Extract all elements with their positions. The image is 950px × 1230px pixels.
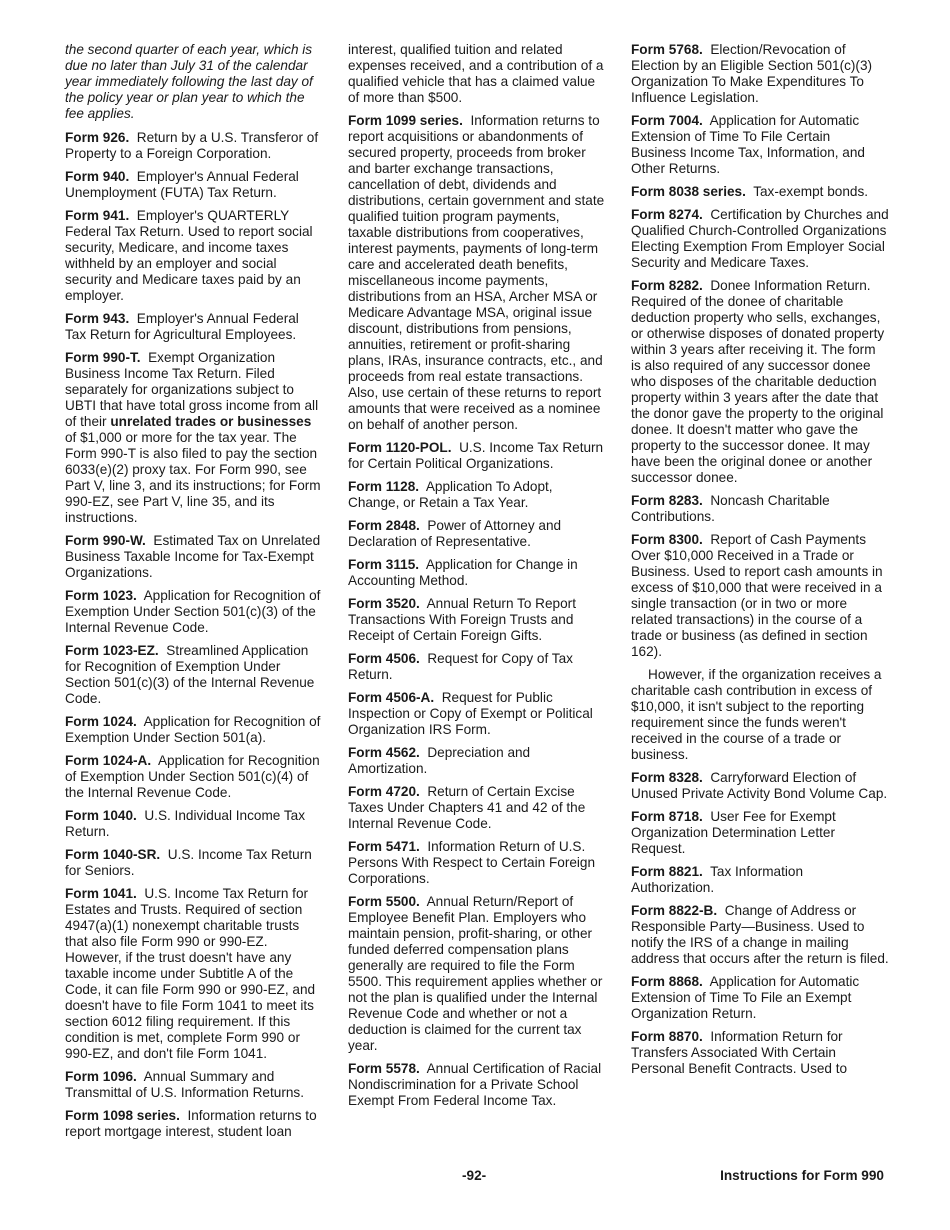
page-number: -92- — [462, 1168, 487, 1183]
form-entry-8870 — [631, 1029, 889, 1077]
form-name: Form 4720. — [348, 784, 420, 799]
form-name: Form 990-W. — [65, 533, 146, 548]
form-name: Form 1041. — [65, 886, 137, 901]
form-entry-943 — [65, 311, 323, 343]
form-entry-940 — [65, 169, 323, 201]
form-desc: U.S. Income Tax Return for Seniors. — [65, 847, 312, 878]
form-entry-990-t — [65, 350, 323, 526]
form-name: Form 943. — [65, 311, 130, 326]
form-desc: Application for Automatic Extension of Time To File an Exempt Organization Return. — [631, 974, 860, 1021]
form-name: Form 4506. — [348, 651, 420, 666]
form-desc: Application for Recognition of Exemption Under Section 501(a). — [65, 714, 321, 745]
form-entry-8282 — [631, 278, 889, 486]
form-name: Form 2848. — [348, 518, 420, 533]
form-entry-2848 — [348, 518, 606, 550]
form-name: Form 941. — [65, 208, 130, 223]
form-name: Form 990-T. — [65, 350, 141, 365]
form-desc: U.S. Income Tax Return for Certain Political Organizations. — [348, 440, 604, 471]
form-name: Form 1040. — [65, 808, 137, 823]
form-entry-1098 — [65, 1108, 323, 1140]
form-entry-5578 — [348, 1061, 606, 1109]
form-entry-1120-pol — [348, 440, 606, 472]
form-name: Form 5578. — [348, 1061, 420, 1076]
form-entry-8868 — [631, 974, 889, 1022]
column-left — [65, 42, 323, 1147]
form-name: Form 7004. — [631, 113, 703, 128]
form-desc: Application To Adopt, Change, or Retain a Tax Year. — [348, 479, 553, 510]
form-entry-5768 — [631, 42, 889, 106]
form-desc: Carryforward Election of Unused Private Activity Bond Volume Cap. — [631, 770, 888, 801]
column-middle — [348, 42, 606, 1116]
form-desc: Annual Summary and Transmittal of U.S. Information Returns. — [65, 1069, 304, 1100]
form-desc: Tax-exempt bonds. — [753, 184, 869, 199]
form-entry-8822-b — [631, 903, 889, 967]
form-name: Form 4562. — [348, 745, 420, 760]
form-desc: Estimated Tax on Unrelated Business Taxable Income for Tax-Exempt Organizations. — [65, 533, 321, 580]
form-desc: User Fee for Exempt Organization Determination Letter Request. — [631, 809, 836, 856]
form-entry-4506-a — [348, 690, 606, 738]
form-name: Form 5471. — [348, 839, 420, 854]
form-desc: Employer's Annual Federal Unemployment (FUTA) Tax Return. — [65, 169, 299, 200]
form-desc: Application for Recognition of Exemption Under Section 501(c)(4) of the Internal Revenue Code. — [65, 753, 320, 800]
form-desc-cont: of $1,000 or more for the tax year. The Form 990-T is also filed to pay the section 6033(e)(2) proxy tax. For Form 990, see Part V, line 3, and its instructions; for Form 990-EZ, see Part V, line 35, and its instructions. — [65, 430, 321, 525]
form-name: Form 1098 series. — [65, 1108, 180, 1123]
form-entry-941 — [65, 208, 323, 304]
form-name: Form 1099 series. — [348, 113, 463, 128]
form-desc: Information returns to report acquisitions or abandonments of secured property, proceeds from broker and barter exchange transactions, cancellation of debt, dividends and distributions, certain government and state qualified tuition program payments, taxable distributions from cooperatives, interest payments, payments of long-term care and accelerated death benefits, miscellaneous income payments, distributions from an HSA, Archer MSA or Medicare Advantage MSA, original issue discount, distributions from pensions, annuities, retirement or profit-sharing plans, IRAs, insurance contracts, etc., and proceeds from real estate transactions. Also, use certain of these returns to report amounts that were received as a nominee on behalf of another person. — [348, 113, 605, 432]
form-desc: Return of Certain Excise Taxes Under Chapters 41 and 42 of the Internal Revenue Code. — [348, 784, 586, 831]
form-name: Form 1023-EZ. — [65, 643, 159, 658]
form-desc: Application for Change in Accounting Method. — [348, 557, 578, 588]
form-name: Form 4506-A. — [348, 690, 435, 705]
form-name: Form 8274. — [631, 207, 703, 222]
form-entry-8274 — [631, 207, 889, 271]
form-name: Form 940. — [65, 169, 130, 184]
form-name: Form 8821. — [631, 864, 703, 879]
form-name: Form 8870. — [631, 1029, 703, 1044]
form-entry-4720 — [348, 784, 606, 832]
form-entry-3115 — [348, 557, 606, 589]
form-entry-4506 — [348, 651, 606, 683]
form-desc: Information Return of U.S. Persons With Respect to Certain Foreign Corporations. — [348, 839, 596, 886]
form-desc: Annual Certification of Racial Nondiscrimination for a Private School Exempt From Federal Income Tax. — [348, 1061, 602, 1108]
form-desc: Information Return for Transfers Associated With Certain Personal Benefit Contracts. Used to — [631, 1029, 848, 1076]
form-desc: Information returns to report mortgage interest, student loan — [65, 1108, 317, 1139]
column-right — [631, 42, 889, 1084]
form-entry-926 — [65, 130, 323, 162]
form-desc: Election/Revocation of Election by an Eligible Section 501(c)(3) Organization To Make Expenditures To Influence Legislation. — [631, 42, 873, 105]
form-name: Form 8822-B. — [631, 903, 718, 918]
form-entry-4562 — [348, 745, 606, 777]
form-entry-1128 — [348, 479, 606, 511]
form-desc: Donee Information Return. Required of the donee of charitable deduction property who sells, exchanges, or otherwise disposes of donated property within 3 years after receiving it. The form is also required of any successor donee who disposes of the charitable deduction property within 3 years after the date that the donor gave the property to the original donee. It doesn't matter who gave the property to the successor donee. It may have been the original donee or another successor donee. — [631, 278, 885, 485]
continued-paragraph: interest, qualified tuition and related expenses received, and a contribution of a qualified vehicle that has a claimed value of more than $500. — [348, 42, 604, 105]
form-entry-1024-a — [65, 753, 323, 801]
form-desc: Depreciation and Amortization. — [348, 745, 531, 776]
form-desc: U.S. Individual Income Tax Return. — [65, 808, 306, 839]
form-desc: U.S. Income Tax Return for Estates and Trusts. Required of section 4947(a)(1) nonexempt charitable trusts that also file Form 990 or 990-EZ. However, if the trust doesn't have any taxable income under Subtitle A of the Code, it can file Form 990 or 990-EZ, and doesn't have to file Form 1041 to meet its section 6012 filing requirement. If this condition is met, complete Form 990 or 990-EZ, and don't file Form 1041. — [65, 886, 316, 1061]
form-desc: Power of Attorney and Declaration of Representative. — [348, 518, 562, 549]
form-entry-1040-sr — [65, 847, 323, 879]
form-desc: Application for Recognition of Exemption Under Section 501(c)(3) of the Internal Revenue Code. — [65, 588, 321, 635]
form-entry-1099 — [348, 113, 606, 433]
form-desc: Employer's QUARTERLY Federal Tax Return. Used to report social security, Medicare, and income taxes withheld by an employer and social security and Medicare taxes paid by an employer. — [65, 208, 313, 303]
form-name: Form 8282. — [631, 278, 703, 293]
bold-term: unrelated trades or businesses — [110, 414, 312, 429]
form-name: Form 1024. — [65, 714, 137, 729]
form-name: Form 8300. — [631, 532, 703, 547]
form-name: Form 3115. — [348, 557, 420, 572]
form-name: Form 1023. — [65, 588, 137, 603]
form-entry-8283 — [631, 493, 889, 525]
form-entry-1041 — [65, 886, 323, 1062]
form-name: Form 8038 series. — [631, 184, 746, 199]
form-entry-8718 — [631, 809, 889, 857]
form-entry-8038 — [631, 184, 889, 200]
form-entry-8328 — [631, 770, 889, 802]
form-name: Form 926. — [65, 130, 130, 145]
form-desc: Annual Return To Report Transactions With Foreign Trusts and Receipt of Certain Foreign Gifts. — [348, 596, 576, 643]
form-name: Form 1120-POL. — [348, 440, 452, 455]
form-name: Form 5500. — [348, 894, 420, 909]
paragraph-8300-continued: However, if the organization receives a charitable cash contribution in excess of $10,000, it isn't subject to the reporting requirement since the funds weren't received in the course of a trade or business. — [631, 667, 882, 762]
form-entry-5471 — [348, 839, 606, 887]
form-desc: Return by a U.S. Transferor of Property to a Foreign Corporation. — [65, 130, 319, 161]
form-entry-8300 — [631, 532, 889, 660]
form-entry-1023 — [65, 588, 323, 636]
form-desc: Exempt Organization Business Income Tax Return. Filed separately for organizations subject to UBTI that have total gross income from all of their — [65, 350, 319, 429]
form-entry-1024 — [65, 714, 323, 746]
form-desc: Employer's Annual Federal Tax Return for Agricultural Employees. — [65, 311, 299, 342]
form-desc: Noncash Charitable Contributions. — [631, 493, 830, 524]
form-desc: Streamlined Application for Recognition of Exemption Under Section 501(c)(3) of the Internal Revenue Code. — [65, 643, 315, 706]
form-entry-990-w — [65, 533, 323, 581]
form-name: Form 5768. — [631, 42, 703, 57]
form-entry-1040 — [65, 808, 323, 840]
continued-paragraph: the second quarter of each year, which is due no later than July 31 of the calendar year immediately following the last day of the policy year or plan year to which the fee applies. — [65, 42, 313, 121]
form-name: Form 1024-A. — [65, 753, 152, 768]
form-name: Form 8718. — [631, 809, 703, 824]
form-desc: Report of Cash Payments Over $10,000 Received in a Trade or Business. Used to report cash amounts in excess of $10,000 that were received in a single transaction (or in two or more related transactions) in the course of a trade or business (as defined in section 162). — [631, 532, 883, 659]
form-desc: Annual Return/Report of Employee Benefit Plan. Employers who maintain pension, profit-sharing, or other funded deferred compensation plans generally are required to file the Form 5500. This requirement applies whether or not the plan is qualified under the Internal Revenue Code and whether or not a deduction is claimed for the current tax year. — [348, 894, 603, 1053]
form-name: Form 8868. — [631, 974, 703, 989]
form-entry-7004 — [631, 113, 889, 177]
form-desc: Application for Automatic Extension of Time To File Certain Business Income Tax, Information, and Other Returns. — [631, 113, 865, 176]
form-name: Form 3520. — [348, 596, 420, 611]
form-desc: Request for Public Inspection or Copy of Exempt or Political Organization IRS Form. — [348, 690, 593, 737]
form-name: Form 8283. — [631, 493, 703, 508]
form-name: Form 1040-SR. — [65, 847, 161, 862]
form-name: Form 1096. — [65, 1069, 137, 1084]
form-entry-5500 — [348, 894, 606, 1054]
form-desc: Change of Address or Responsible Party—Business. Used to notify the IRS of a change in mailing address that occurs after the return is filed. — [631, 903, 889, 966]
form-name: Form 1128. — [348, 479, 420, 494]
form-entry-3520 — [348, 596, 606, 644]
form-desc: Tax Information Authorization. — [631, 864, 804, 895]
form-desc: Certification by Churches and Qualified Church-Controlled Organizations Electing Exemption From Employer Social Security and Medicare Taxes. — [631, 207, 889, 270]
form-name: Form 8328. — [631, 770, 703, 785]
document-title: Instructions for Form 990 — [720, 1168, 884, 1183]
form-entry-1023-ez — [65, 643, 323, 707]
form-entry-8821 — [631, 864, 889, 896]
form-entry-1096 — [65, 1069, 323, 1101]
form-desc: Request for Copy of Tax Return. — [348, 651, 573, 682]
